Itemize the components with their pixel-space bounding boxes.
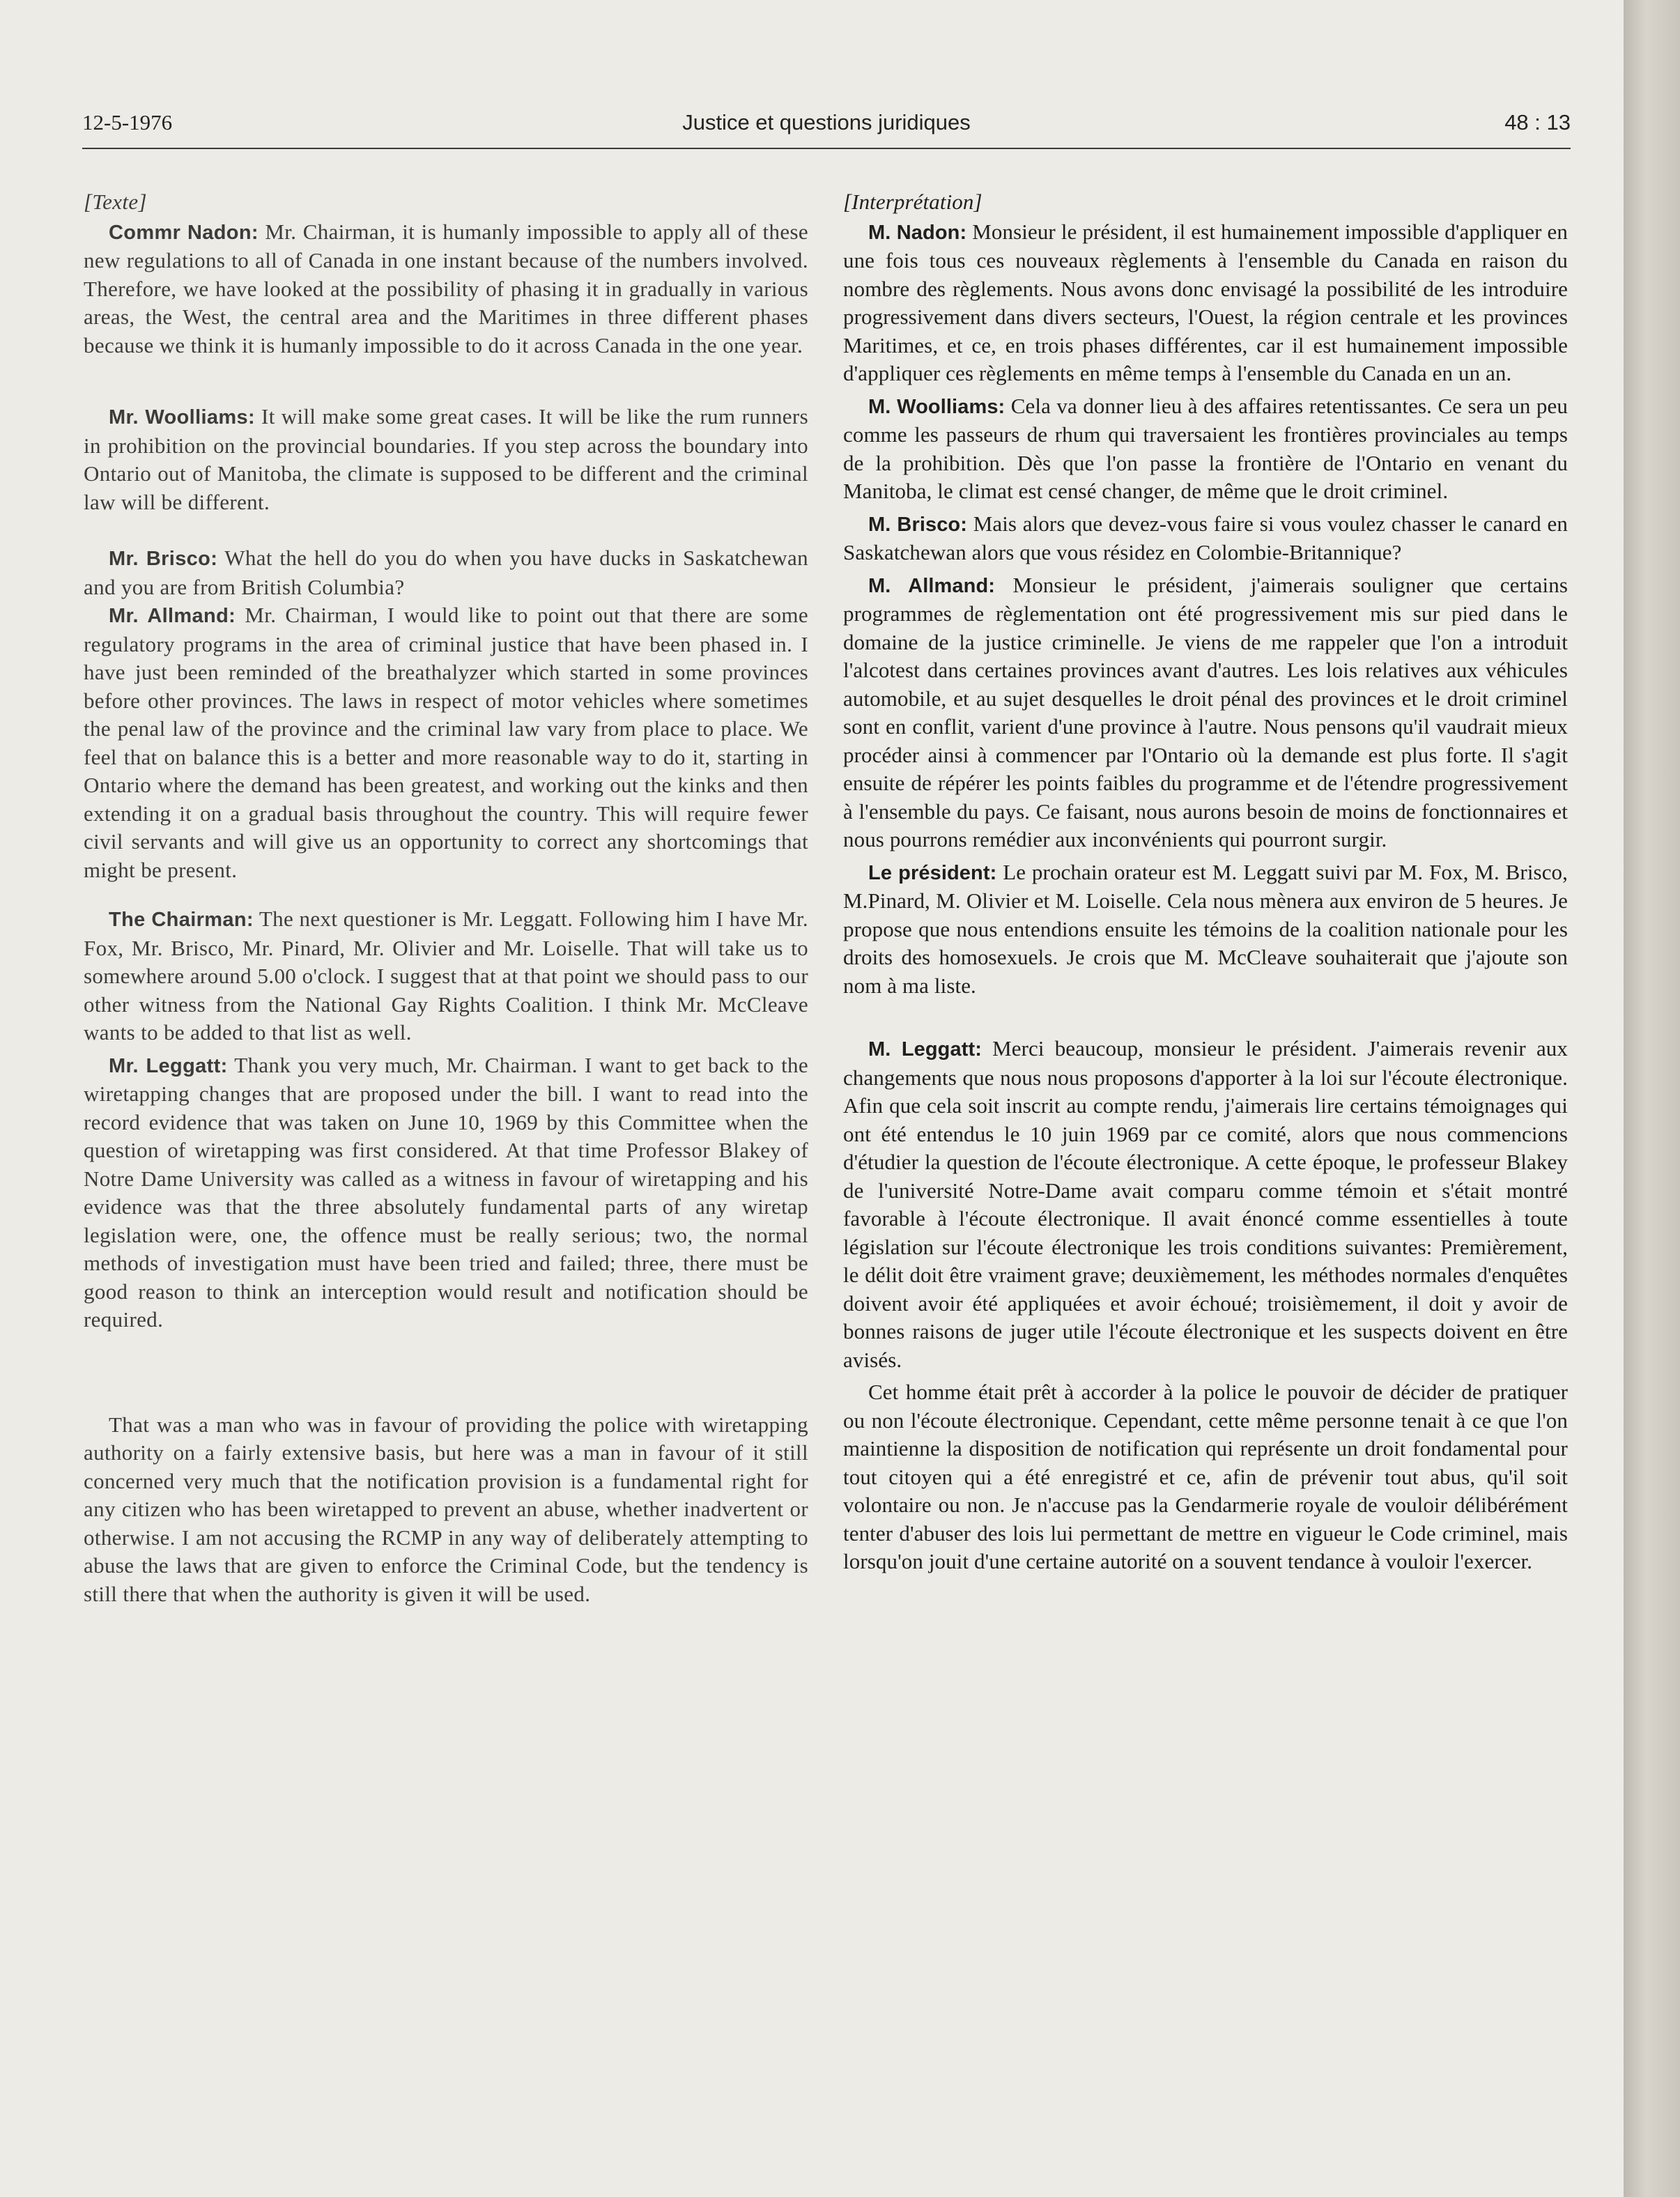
paragraph: [843, 218, 1568, 388]
paragraph: [843, 1378, 1568, 1576]
paragraph-text: Monsieur le président, il est humainement impossible d'appliquer en une fois tous ces nouveaux règlements à l'ensemble du Canada en raison du nombre des règlements. Nous avons donc envisagé la possibilité de les introduire progressivement dans divers secteurs, l'Ouest, la région centrale et les provinces Maritimes, et ce, en trois phases différentes, car il est humainement impossible d'appliquer ces règlements en même temps à l'ensemble du Canada en un an.: [843, 219, 1568, 385]
paragraph: [843, 392, 1568, 506]
running-header: [82, 109, 1571, 149]
paragraph: [843, 510, 1568, 567]
paragraph: [84, 403, 808, 516]
paragraph: [843, 858, 1568, 1001]
paragraph: [84, 544, 808, 601]
paragraph-text: Cet homme était prêt à accorder à la police le pouvoir de décider de pratiquer ou non l'écoute électronique. Cependant, cette même personne tenait à ce que l'on maintienne la disposition de notification qui représente un droit fondamental pour tout citoyen qui a été enregistré et ce, afin de prévenir tout abus, qu'il soit volontaire ou non. Je n'accuse pas la Gendarmerie royale de vouloir délibérément tenter d'abuser des lois lui permettant de mettre en vigueur le Code criminel, mais lorsqu'on jouit d'une certaine autorité on a souvent tendance à vouloir l'exercer.: [843, 1380, 1568, 1573]
paragraph: [843, 571, 1568, 854]
speaker-name: The Chairman:: [109, 909, 254, 931]
paragraph-text: What the hell do you do when you have ducks in Saskatchewan and you are from British Columbia?: [84, 546, 808, 599]
paragraph-text: Merci beaucoup, monsieur le président. J'aimerais revenir aux changements que nous nous proposons d'apporter à la loi sur l'écoute électronique. Afin que cela soit inscrit au compte rendu, j'aimerais lire certains témoignages qui ont été entendus le 10 juin 1969 par ce comité, alors que nous commencions d'étudier la question de l'écoute électronique. A cette époque, le professeur Blakey de l'université Notre-Dame avait comparu comme témoin et s'était montré favorable à l'écoute électronique. Il avait énoncé comme essentielles à toute législation sur l'écoute électronique les trois conditions suivantes: Premièrement, le délit doit être vraiment grave; deuxièmement, les méthodes normales d'enquêtes doivent avoir été appliquées et avoir échoué; troisièmement, il doit y avoir de bonnes raisons de juger utile l'écoute électronique et les suspects doivent en être avisés.: [843, 1036, 1569, 1372]
paragraph-text: That was a man who was in favour of providing the police with wiretapping authority on a fairly extensive basis, but here was a man in favour of it still concerned very much that the notification provision is a fundamental right for any citizen who has been wiretapped to prevent an abuse, whether inadvertent or otherwise. I am not accusing the RCMP in any way of deliberately attempting to abuse the laws that are given to enforce the Criminal Code, but the tendency is still there that when the authority is given it will be used.: [84, 1412, 808, 1606]
speaker-name: Mr. Brisco:: [109, 548, 218, 570]
speaker-name: Mr. Leggatt:: [109, 1054, 228, 1077]
speaker-name: Commr Nadon:: [109, 221, 259, 244]
speaker-name: M. Nadon:: [868, 221, 967, 244]
speaker-name: M. Woolliams:: [868, 395, 1005, 418]
paragraph-text: Le prochain orateur est M. Leggatt suivi par M. Fox, M. Brisco, M.Pinard, M. Olivier et M. Loiselle. Cela nous mènera aux environ de 5 heures. Je propose que nous entendions ensuite les témoins de la coalition nationale pour les droits des homosexuels. Je crois que M. McCleave souhaiterait que j'ajoute son nom à ma liste.: [843, 859, 1569, 998]
french-section-label: [Interprétation]: [843, 190, 982, 214]
paragraph-text: Cela va donner lieu à des affaires retentissantes. Ce sera un peu comme les passeurs de rhum qui traversaient les frontières provinciales au temps de la prohibition. Dès que l'on passe la frontière de l'Ontario en venant du Manitoba, le climat est censé changer, de même que le droit criminel.: [843, 393, 1568, 503]
speaker-name: Le président:: [868, 861, 997, 884]
paragraph: [84, 905, 808, 1047]
french-column: [843, 188, 1568, 1576]
paragraph-text: Thank you very much, Mr. Chairman. I want to get back to the wiretapping changes that are proposed under the bill. I want to read into the record evidence that was taken on June 10, 1969 by this Committee when the question of wiretapping was first considered. At that time Professor Blakey of Notre Dame University was called as a witness in favour of wiretapping and his evidence was that the three absolutely fundamental parts of any wiretap legislation were, one, the offence must be really serious; two, the normal methods of investigation must have been tried and failed; three, there must be good reason to think an interception would result and notification should be required.: [84, 1052, 808, 1332]
paragraph-text: Monsieur le président, j'aimerais souligner que certains programmes de règlementation ont été progressivement mis sur pied dans le domaine de la justice criminelle. Je viens de me rappeler que l'on a introduit l'alcotest dans certaines provinces avant d'autres. Les lois relatives aux véhicules automobile, et au sujet desquelles le droit pénal des provinces et le droit criminel sont en conflit, varient d'une province à l'autre. Nous pensons qu'il vaudrait mieux procéder ainsi à commencer par l'Ontario où la demande est plus forte. Il s'agit ensuite de répérer les points faibles du programme et de l'étendre progressivement à l'ensemble du pays. Ce faisant, nous aurons besoin de moins de fonctionnaires et nous pourrons remédier aux inconvénients qui pourront surgir.: [843, 572, 1568, 851]
speaker-name: M. Brisco:: [868, 513, 968, 536]
speaker-name: Mr. Woolliams:: [109, 406, 255, 429]
english-column: [84, 188, 808, 1608]
paragraph: [84, 601, 808, 884]
header-title: Justice et questions juridiques: [682, 110, 971, 134]
english-section-label: [Texte]: [84, 190, 147, 214]
paragraph-text: It will make some great cases. It will be like the rum runners in prohibition on the provincial boundaries. If you step across the boundary into Ontario out of Manitoba, the climate is supposed to be different and the criminal law will be different.: [84, 404, 808, 514]
paragraph-text: Mr. Chairman, it is humanly impossible to apply all of these new regulations to all of Canada in one instant because of the numbers involved. Therefore, we have looked at the possibility of phasing it in gradually in various areas, the West, the central area and the Maritimes in three different phases because we think it is humanly impossible to do it across Canada in the one year.: [84, 219, 808, 357]
paragraph: [84, 1411, 808, 1609]
paragraph: [843, 1035, 1568, 1374]
page-edge: [1624, 0, 1680, 2197]
speaker-name: M. Leggatt:: [868, 1038, 982, 1061]
paragraph-text: Mais alors que devez-vous faire si vous voulez chasser le canard en Saskatchewan alors que vous résidez en Colombie-Britannique?: [843, 511, 1568, 564]
speaker-name: Mr. Allmand:: [109, 605, 236, 627]
header-date: 12-5-1976: [82, 110, 173, 134]
header-page-number: 48 : 13: [1504, 110, 1571, 134]
paragraph-text: Mr. Chairman, I would like to point out that there are some regulatory programs in the area of criminal justice that have been phased in. I have just been reminded of the breathalyzer which started in some provinces before other provinces. The laws in respect of motor vehicles where sometimes the penal law of the province and the criminal law vary from place to place. We feel that on balance this is a better and more reasonable way to do it, starting in Ontario where the demand has been greatest, and working out the kinks and then extending it on a gradual basis throughout the country. This will require fewer civil servants and will give us an opportunity to correct any shortcomings that might be present.: [84, 603, 809, 882]
paragraph: [84, 1051, 808, 1334]
paragraph-text: The next questioner is Mr. Leggatt. Following him I have Mr. Fox, Mr. Brisco, Mr. Pinard, Mr. Olivier and Mr. Loiselle. That will take us to somewhere around 5.00 o'clock. I suggest that at that point we should pass to our other witness from the National Gay Rights Coalition. I think Mr. McCleave wants to be added to that list as well.: [84, 907, 808, 1044]
speaker-name: M. Allmand:: [868, 574, 996, 597]
paragraph: [84, 218, 808, 360]
